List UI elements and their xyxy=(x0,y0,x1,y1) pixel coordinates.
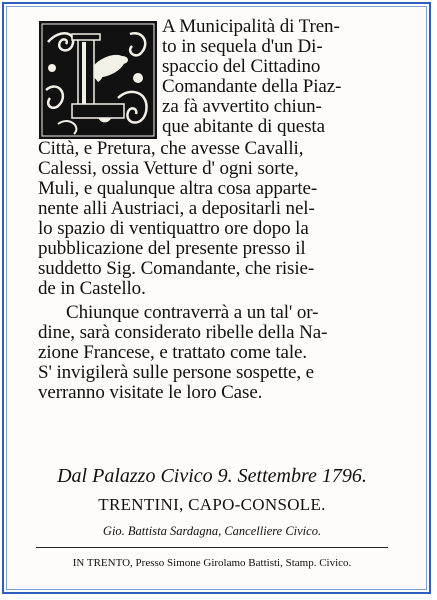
body-line: spaccio del Cittadino xyxy=(162,56,321,77)
chancellor-line: Gio. Battista Sardagna, Cancelliere Civico. xyxy=(102,524,322,538)
body-line: za fà avvertito chiun- xyxy=(162,96,322,117)
body-line: verranno visitate le loro Case. xyxy=(38,382,263,403)
body-line: de in Castello. xyxy=(38,278,146,299)
body-line: S' invigilerà sulle persone sospette, e xyxy=(38,362,315,383)
body-line: Comandante della Piaz- xyxy=(162,76,342,97)
body-line: to in sequela d'un Di- xyxy=(162,36,323,57)
body-line: Muli, e qualunque altra cosa apparte- xyxy=(38,178,318,199)
body-line: que abitante di questa xyxy=(162,116,325,137)
body-line: nente alli Austriaci, a depositarli nel- xyxy=(38,198,315,219)
body-line: Chiunque contraverrà a un tal' or- xyxy=(66,302,319,323)
body-line: pubblicazione del presente presso il xyxy=(38,238,306,259)
body-line: A Municipalità di Tren- xyxy=(162,16,340,37)
divider-rule xyxy=(36,547,388,548)
body-line: dine, sarà considerato ribelle della Na- xyxy=(38,322,328,343)
body-line: suddetto Sig. Comandante, che risie- xyxy=(38,258,315,279)
signatory: TRENTINI, CAPO-CONSOLE. xyxy=(98,495,326,514)
body-line: Città, e Pretura, che avesse Cavalli, xyxy=(38,138,304,159)
body-line: zione Francese, e trattato come tale. xyxy=(38,342,308,363)
ornamental-drop-cap-l-icon xyxy=(38,20,158,140)
dateline: Dal Palazzo Civico 9. Settembre 1796. xyxy=(57,465,367,487)
body-line: Calessi, ossia Vetture d' ogni sorte, xyxy=(38,158,299,179)
printer-imprint: IN TRENTO, Presso Simone Girolamo Battisti, Stamp. Civico. xyxy=(72,557,352,569)
body-line: lo spazio di ventiquattro ore dopo la xyxy=(38,218,309,239)
